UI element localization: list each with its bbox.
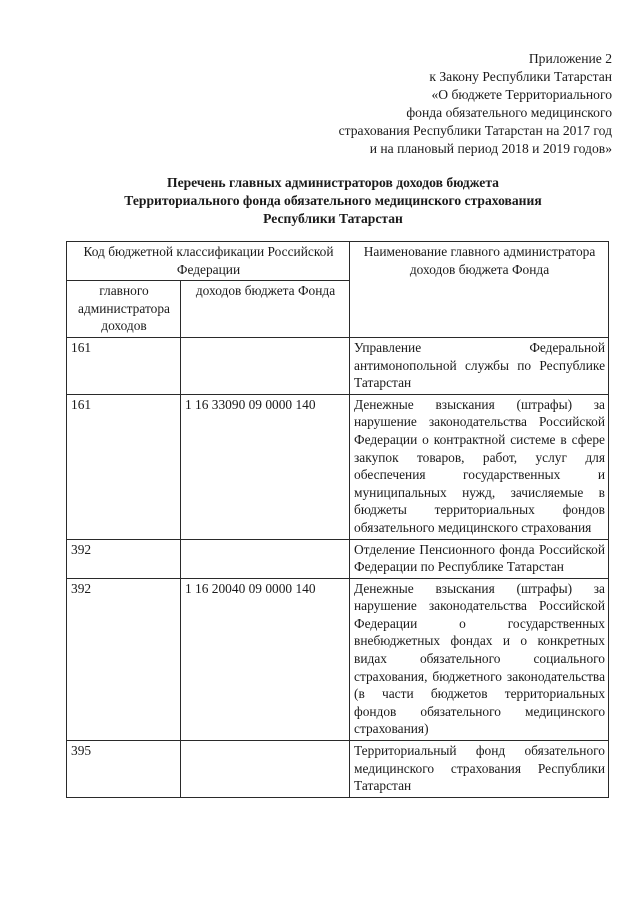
fund-revenue-header: доходов бюджета Фонда — [181, 281, 350, 338]
classification-code-header: Код бюджетной классификации Российской Федерации — [67, 242, 350, 281]
revenue-code-cell — [181, 539, 350, 578]
title-line: Территориального фонда обязательного медицинского страхования — [124, 193, 542, 208]
appendix-line: «О бюджете Территориального — [431, 87, 612, 102]
administrator-name-cell: Денежные взыскания (штрафы) за нарушение законодательства Российской Федерации о государственных внебюджетных фондах и о конкретных видах обязательного социального страхования, бюджетного законодательства (в части бюджетов территориальных фондов обязательного медицинского страхования) — [350, 578, 609, 740]
table-row — [67, 337, 609, 394]
table-row — [67, 539, 609, 578]
table-row — [67, 741, 609, 798]
admin-code-cell: 395 — [67, 741, 181, 798]
revenue-code-cell — [181, 741, 350, 798]
revenue-code-cell — [181, 337, 350, 394]
table-row — [67, 394, 609, 539]
title-line: Перечень главных администраторов доходов бюджета — [167, 175, 499, 190]
table-row — [67, 578, 609, 740]
revenue-code-cell: 1 16 33090 09 0000 140 — [181, 394, 350, 539]
document-title — [60, 174, 606, 228]
administrator-name-header: Наименование главного администратора доходов бюджета Фонда — [350, 242, 609, 338]
title-line: Республики Татарстан — [263, 211, 403, 226]
appendix-line: и на плановый период 2018 и 2019 годов» — [369, 141, 612, 156]
administrator-name-cell: Территориальный фонд обязательного медицинского страхования Республики Татарстан — [350, 741, 609, 798]
administrator-name-cell: Денежные взыскания (штрафы) за нарушение законодательства Российской Федерации о контрактной системе в сфере закупок товаров, работ, услуг для обеспечения государственных и муниципальных нужд, зачисляемые в бюджеты территориальных фондов обязательного медицинского страхования — [350, 394, 609, 539]
administrator-name-cell: Отделение Пенсионного фонда Российской Федерации по Республике Татарстан — [350, 539, 609, 578]
table-header-row — [67, 242, 609, 281]
revenue-code-cell: 1 16 20040 09 0000 140 — [181, 578, 350, 740]
admin-code-cell: 392 — [67, 539, 181, 578]
appendix-line: страхования Республики Татарстан на 2017 год — [338, 123, 612, 138]
appendix-note — [272, 50, 612, 158]
appendix-line: к Закону Республики Татарстан — [429, 69, 612, 84]
admin-code-cell: 392 — [67, 578, 181, 740]
appendix-line: фонда обязательного медицинского — [406, 105, 612, 120]
main-administrator-header: главного администратора доходов — [67, 281, 181, 338]
appendix-line: Приложение 2 — [528, 51, 612, 66]
admin-code-cell: 161 — [67, 394, 181, 539]
administrators-table — [66, 241, 609, 798]
admin-code-cell: 161 — [67, 337, 181, 394]
administrator-name-cell: Управление Федеральной антимонопольной службы по Республике Татарстан — [350, 337, 609, 394]
